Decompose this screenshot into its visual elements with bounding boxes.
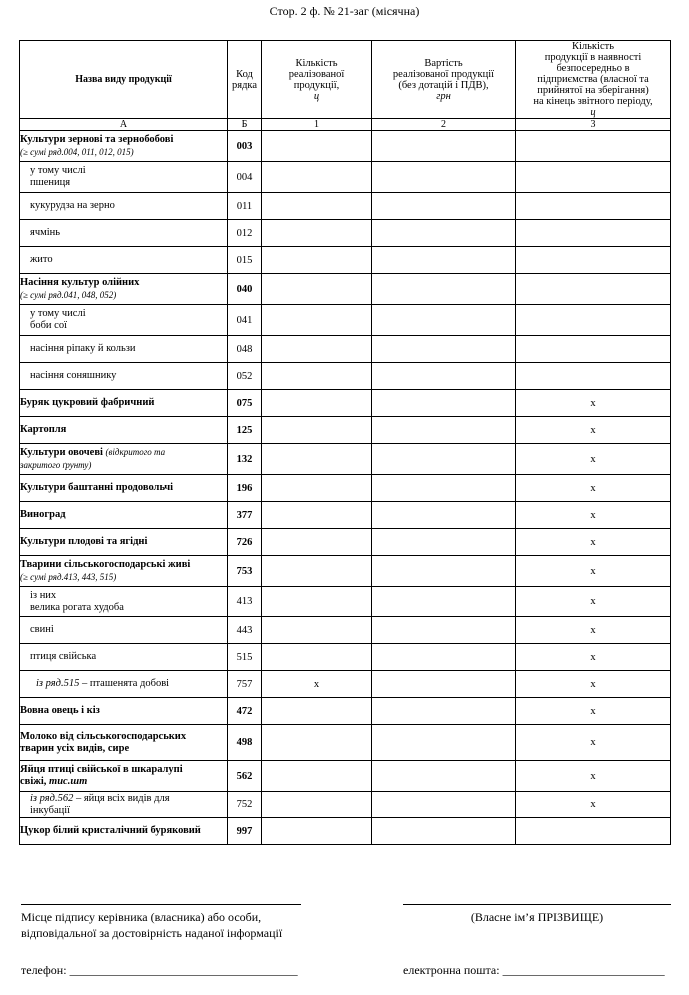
stock-cell[interactable]: x bbox=[516, 502, 671, 529]
stock-cell[interactable]: x bbox=[516, 698, 671, 725]
row-label: Культури баштанні продовольчі bbox=[20, 475, 228, 502]
stock-cell[interactable] bbox=[516, 220, 671, 247]
qty-cell[interactable] bbox=[262, 363, 372, 390]
col-letter: 1 bbox=[262, 119, 372, 131]
column-header-row bbox=[20, 41, 671, 119]
col-letter: 3 bbox=[516, 119, 671, 131]
cost-cell[interactable] bbox=[372, 617, 516, 644]
name-caption: (Власне ім’я ПРІЗВИЩЕ) bbox=[470, 910, 604, 924]
form-table bbox=[19, 40, 671, 845]
cost-cell[interactable] bbox=[372, 390, 516, 417]
signature-caption-2: відповідальної за достовірність наданої інформації bbox=[21, 926, 283, 940]
qty-cell[interactable] bbox=[262, 556, 372, 587]
qty-cell[interactable] bbox=[262, 390, 372, 417]
cost-cell[interactable] bbox=[372, 644, 516, 671]
qty-cell[interactable] bbox=[262, 247, 372, 274]
row-label: із них велика рогата худоба bbox=[20, 587, 228, 617]
qty-cell[interactable] bbox=[262, 644, 372, 671]
cost-cell[interactable] bbox=[372, 131, 516, 162]
row-label: насіння соняшнику bbox=[20, 363, 228, 390]
stock-cell[interactable] bbox=[516, 336, 671, 363]
page-header: Стор. 2 ф. № 21-заг (місячна) bbox=[269, 4, 420, 18]
stock-cell[interactable]: x bbox=[516, 475, 671, 502]
qty-cell[interactable] bbox=[262, 131, 372, 162]
qty-cell[interactable] bbox=[262, 792, 372, 818]
row-label: Картопля bbox=[20, 417, 228, 444]
qty-cell[interactable] bbox=[262, 617, 372, 644]
cost-cell[interactable] bbox=[372, 247, 516, 274]
stock-cell[interactable]: x bbox=[516, 792, 671, 818]
cost-cell[interactable] bbox=[372, 274, 516, 305]
qty-cell[interactable]: x bbox=[262, 671, 372, 698]
cost-cell[interactable] bbox=[372, 305, 516, 336]
row-code: 757 bbox=[228, 671, 262, 698]
name-line bbox=[403, 904, 671, 905]
table-row bbox=[20, 556, 671, 587]
stock-cell[interactable]: x bbox=[516, 556, 671, 587]
row-label: Цукор білий кристалічний буряковий bbox=[20, 818, 228, 845]
qty-cell[interactable] bbox=[262, 162, 372, 193]
stock-cell[interactable] bbox=[516, 305, 671, 336]
row-label: Виноград bbox=[20, 502, 228, 529]
row-code: 075 bbox=[228, 390, 262, 417]
table-row bbox=[20, 444, 671, 475]
cost-cell[interactable] bbox=[372, 792, 516, 818]
stock-cell[interactable]: x bbox=[516, 644, 671, 671]
qty-cell[interactable] bbox=[262, 587, 372, 617]
table-row bbox=[20, 475, 671, 502]
row-code: 377 bbox=[228, 502, 262, 529]
table-row bbox=[20, 761, 671, 792]
col-qty-header: Кількість реалізованої продукції, ц bbox=[262, 41, 372, 119]
qty-cell[interactable] bbox=[262, 417, 372, 444]
cost-cell[interactable] bbox=[372, 363, 516, 390]
table-row bbox=[20, 193, 671, 220]
row-label: із ряд.562 – яйця всіх видів для інкубації bbox=[20, 792, 228, 818]
row-code: 015 bbox=[228, 247, 262, 274]
cost-cell[interactable] bbox=[372, 444, 516, 475]
row-code: 753 bbox=[228, 556, 262, 587]
qty-cell[interactable] bbox=[262, 698, 372, 725]
qty-cell[interactable] bbox=[262, 444, 372, 475]
row-label: ячмінь bbox=[20, 220, 228, 247]
stock-cell[interactable]: x bbox=[516, 617, 671, 644]
qty-cell[interactable] bbox=[262, 761, 372, 792]
table-row bbox=[20, 390, 671, 417]
email-field[interactable]: електронна пошта: ___________________________ bbox=[403, 963, 665, 977]
table-row bbox=[20, 363, 671, 390]
row-code: 125 bbox=[228, 417, 262, 444]
table-row bbox=[20, 698, 671, 725]
table-row bbox=[20, 587, 671, 617]
table-row bbox=[20, 162, 671, 193]
table-row bbox=[20, 247, 671, 274]
row-label: жито bbox=[20, 247, 228, 274]
stock-cell[interactable] bbox=[516, 818, 671, 845]
cost-cell[interactable] bbox=[372, 502, 516, 529]
row-label: насіння ріпаку й кользи bbox=[20, 336, 228, 363]
table-row bbox=[20, 644, 671, 671]
table-row bbox=[20, 220, 671, 247]
row-label: Культури зернові та зернобобові (≥ сумі ряд.004, 011, 012, 015) bbox=[20, 131, 228, 162]
stock-cell[interactable]: x bbox=[516, 587, 671, 617]
row-code: 052 bbox=[228, 363, 262, 390]
row-label: у тому числі пшениця bbox=[20, 162, 228, 193]
cost-cell[interactable] bbox=[372, 761, 516, 792]
row-label: свині bbox=[20, 617, 228, 644]
row-label: Вовна овець і кіз bbox=[20, 698, 228, 725]
cost-cell[interactable] bbox=[372, 671, 516, 698]
row-label: Тварини сільськогосподарські живі (≥ сумі ряд.413, 443, 515) bbox=[20, 556, 228, 587]
table-row bbox=[20, 305, 671, 336]
cost-cell[interactable] bbox=[372, 818, 516, 845]
cost-cell[interactable] bbox=[372, 475, 516, 502]
row-code: 726 bbox=[228, 529, 262, 556]
cost-cell[interactable] bbox=[372, 162, 516, 193]
col-cost-header: Вартість реалізованої продукції (без дотацій і ПДВ), грн bbox=[372, 41, 516, 119]
row-code: 515 bbox=[228, 644, 262, 671]
stock-cell[interactable] bbox=[516, 131, 671, 162]
row-code: 132 bbox=[228, 444, 262, 475]
row-label: Насіння культур олійних (≥ сумі ряд.041, 048, 052) bbox=[20, 274, 228, 305]
table-row bbox=[20, 336, 671, 363]
signature-line bbox=[21, 904, 301, 905]
cost-cell[interactable] bbox=[372, 529, 516, 556]
row-label: птиця свійська bbox=[20, 644, 228, 671]
stock-cell[interactable]: x bbox=[516, 671, 671, 698]
cost-cell[interactable] bbox=[372, 417, 516, 444]
stock-cell[interactable]: x bbox=[516, 417, 671, 444]
row-code: 011 bbox=[228, 193, 262, 220]
table-row bbox=[20, 671, 671, 698]
row-label: у тому числі боби сої bbox=[20, 305, 228, 336]
row-label: Молоко від сільськогосподарських тварин усіх видів, сире bbox=[20, 725, 228, 761]
row-code: 413 bbox=[228, 587, 262, 617]
row-code: 041 bbox=[228, 305, 262, 336]
row-code: 196 bbox=[228, 475, 262, 502]
stock-cell[interactable]: x bbox=[516, 529, 671, 556]
qty-cell[interactable] bbox=[262, 274, 372, 305]
table-row bbox=[20, 617, 671, 644]
stock-cell[interactable] bbox=[516, 247, 671, 274]
row-label: із ряд.515 – пташенята добові bbox=[20, 671, 228, 698]
row-code: 443 bbox=[228, 617, 262, 644]
column-letters-row bbox=[20, 119, 671, 131]
row-label: Буряк цукровий фабричний bbox=[20, 390, 228, 417]
col-letter: Б bbox=[228, 119, 262, 131]
cost-cell[interactable] bbox=[372, 698, 516, 725]
phone-field[interactable]: телефон: ______________________________________ bbox=[21, 963, 298, 977]
cost-cell[interactable] bbox=[372, 193, 516, 220]
row-code: 040 bbox=[228, 274, 262, 305]
stock-cell[interactable]: x bbox=[516, 444, 671, 475]
cost-cell[interactable] bbox=[372, 220, 516, 247]
table-row bbox=[20, 417, 671, 444]
table-row bbox=[20, 792, 671, 818]
col-letter: А bbox=[20, 119, 228, 131]
stock-cell[interactable] bbox=[516, 363, 671, 390]
cost-cell[interactable] bbox=[372, 725, 516, 761]
row-code: 048 bbox=[228, 336, 262, 363]
stock-cell[interactable]: x bbox=[516, 725, 671, 761]
stock-cell[interactable] bbox=[516, 162, 671, 193]
stock-cell[interactable] bbox=[516, 274, 671, 305]
cost-cell[interactable] bbox=[372, 336, 516, 363]
cost-cell[interactable] bbox=[372, 587, 516, 617]
table-row bbox=[20, 818, 671, 845]
col-letter: 2 bbox=[372, 119, 516, 131]
stock-cell[interactable]: x bbox=[516, 390, 671, 417]
qty-cell[interactable] bbox=[262, 220, 372, 247]
qty-cell[interactable] bbox=[262, 336, 372, 363]
qty-cell[interactable] bbox=[262, 529, 372, 556]
row-code: 004 bbox=[228, 162, 262, 193]
table-row bbox=[20, 131, 671, 162]
col-stock-header: Кількість продукції в наявності безпосередньо в підприємства (власної та прийнятої на зберігання) на кінець звітного періоду, ц bbox=[516, 41, 671, 119]
table-row bbox=[20, 725, 671, 761]
qty-cell[interactable] bbox=[262, 193, 372, 220]
qty-cell[interactable] bbox=[262, 305, 372, 336]
row-label: Культури овочеві (відкритого та закритого ґрунту) bbox=[20, 444, 228, 475]
row-code: 003 bbox=[228, 131, 262, 162]
row-code: 472 bbox=[228, 698, 262, 725]
row-code: 997 bbox=[228, 818, 262, 845]
row-code: 752 bbox=[228, 792, 262, 818]
table-row bbox=[20, 529, 671, 556]
stock-cell[interactable]: x bbox=[516, 761, 671, 792]
row-label: Культури плодові та ягідні bbox=[20, 529, 228, 556]
row-label: Яйця птиці свійської в шкаралупі свіжі, тис.шт bbox=[20, 761, 228, 792]
row-code: 562 bbox=[228, 761, 262, 792]
table-row bbox=[20, 502, 671, 529]
stock-cell[interactable] bbox=[516, 193, 671, 220]
qty-cell[interactable] bbox=[262, 818, 372, 845]
qty-cell[interactable] bbox=[262, 502, 372, 529]
row-code: 498 bbox=[228, 725, 262, 761]
row-code: 012 bbox=[228, 220, 262, 247]
cost-cell[interactable] bbox=[372, 556, 516, 587]
qty-cell[interactable] bbox=[262, 475, 372, 502]
col-name-header: Назва виду продукції bbox=[20, 41, 228, 119]
table-row bbox=[20, 274, 671, 305]
row-label: кукурудза на зерно bbox=[20, 193, 228, 220]
signature-caption-1: Місце підпису керівника (власника) або особи, bbox=[21, 910, 262, 924]
qty-cell[interactable] bbox=[262, 725, 372, 761]
col-code-header: Код рядка bbox=[228, 41, 262, 119]
